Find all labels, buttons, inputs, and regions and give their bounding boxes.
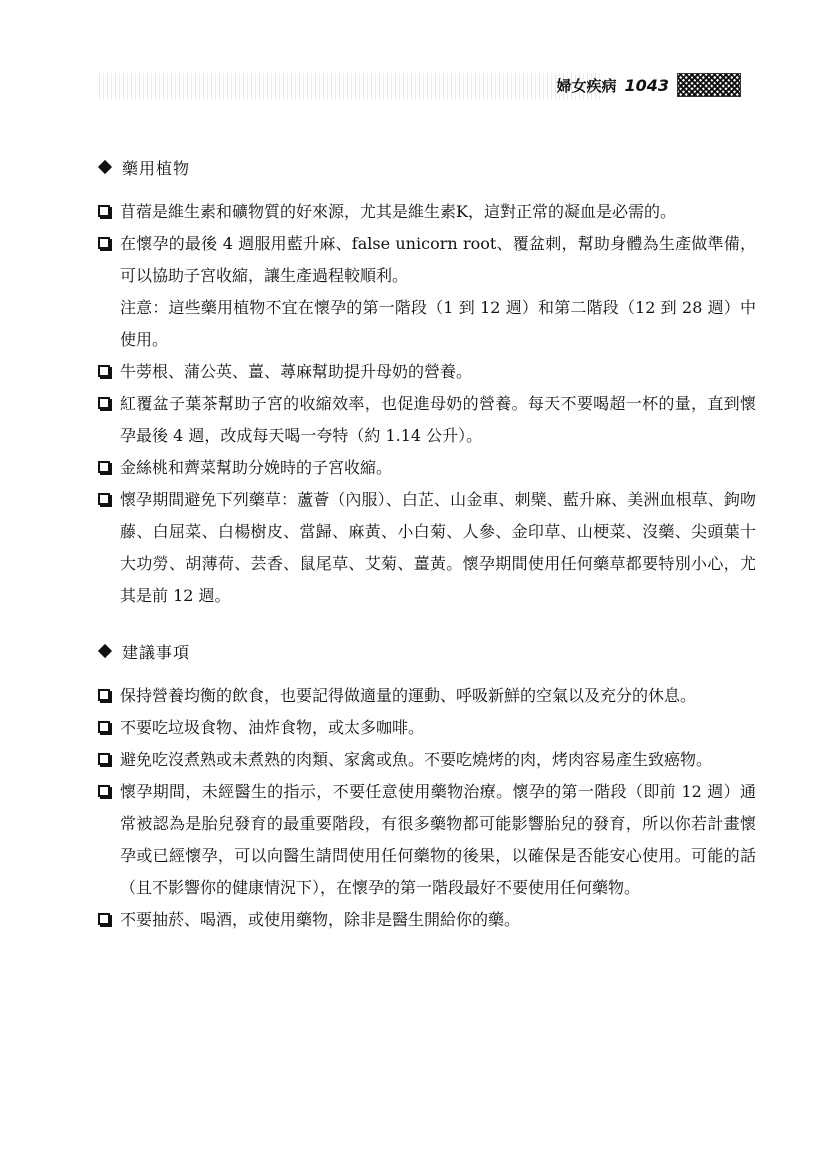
page-number: 1043 [624,75,669,95]
header-pattern-icon [677,73,741,97]
herbs-list [96,196,756,612]
list-item-text: 懷孕期間避免下列藥草：蘆薈（內服）、白芷、山金車、刺檗、藍升麻、美洲血根草、鉤吻藤、白屈菜、白楊樹皮、當歸、麻黃、小白菊、人參、金印草、山梗菜、沒藥、尖頭葉十大功勞、胡薄荷、芸香、鼠尾草、艾菊、薑黃。懷孕期間使用任何藥草都要特別小心，尤其是前 12 週。 [120,490,756,605]
checkbox-bullet-icon [98,397,110,409]
list-item [96,744,756,776]
list-item [96,196,756,228]
checkbox-bullet-icon [98,365,110,377]
list-item [96,904,756,936]
checkbox-bullet-icon [98,237,110,249]
header-decoration [96,73,601,99]
section-heading-herbs [96,152,756,182]
checkbox-bullet-icon [98,785,110,797]
list-item-text: 不要吃垃圾食物、油炸食物，或太多咖啡。 [120,718,425,737]
section-heading-text: 建議事項 [122,642,191,662]
checkbox-bullet-icon [98,461,110,473]
chapter-title: 婦女疾病 [556,76,617,95]
list-item-text: 避免吃沒煮熟或未煮熟的肉類、家禽或魚。不要吃燒烤的肉，烤肉容易產生致癌物。 [120,750,713,769]
list-item [96,356,756,388]
checkbox-bullet-icon [98,753,110,765]
list-item-text: 不要抽菸、喝酒，或使用藥物，除非是醫生開給你的藥。 [120,910,521,929]
list-item-text: 在懷孕的最後 4 週服用藍升麻、false unicorn root、覆盆刺，幫助身體為生產做準備，可以協助子宮收縮，讓生產過程較順利。 [120,234,756,285]
page-content [96,152,756,954]
list-item [96,484,756,612]
list-item [96,680,756,712]
section-heading-recommendations [96,636,756,666]
running-header [556,72,741,98]
checkbox-bullet-icon [98,721,110,733]
caution-note: 注意：這些藥用植物不宜在懷孕的第一階段（1 到 12 週）和第二階段（12 到 28 週）中使用。 [120,298,756,349]
list-item-text: 紅覆盆子葉茶幫助子宮的收縮效率，也促進母奶的營養。每天不要喝超一杯的量，直到懷孕最後 4 週，改成每天喝一夸特（約 1.14 公升）。 [120,394,756,445]
checkbox-bullet-icon [98,913,110,925]
list-item [96,388,756,452]
list-item [96,712,756,744]
list-item-text: 懷孕期間，未經醫生的指示，不要任意使用藥物治療。懷孕的第一階段（即前 12 週）通常被認為是胎兒發育的最重要階段，有很多藥物都可能影響胎兒的發育，所以你若計畫懷孕或已經懷孕，可以向醫生請問使用任何藥物的後果，以確保是否能安心使用。可能的話（且不影響你的健康情況下），在懷孕的第一階段最好不要使用任何藥物。 [120,782,756,897]
list-item [96,776,756,904]
checkbox-bullet-icon [98,205,110,217]
diamond-bullet-icon [98,160,112,174]
list-item [96,452,756,484]
list-item-text: 保持營養均衡的飲食，也要記得做適量的運動、呼吸新鮮的空氣以及充分的休息。 [120,686,697,705]
list-item [96,228,756,356]
checkbox-bullet-icon [98,493,110,505]
list-item-text: 金絲桃和薺菜幫助分娩時的子宮收縮。 [120,458,393,477]
recommendations-list [96,680,756,936]
list-item-text: 苜蓿是維生素和礦物質的好來源，尤其是維生素K，這對正常的凝血是必需的。 [120,202,676,221]
checkbox-bullet-icon [98,689,110,701]
diamond-bullet-icon [98,644,112,658]
section-heading-text: 藥用植物 [122,158,191,178]
list-item-text: 牛蒡根、蒲公英、薑、蕁麻幫助提升母奶的營養。 [120,362,473,381]
